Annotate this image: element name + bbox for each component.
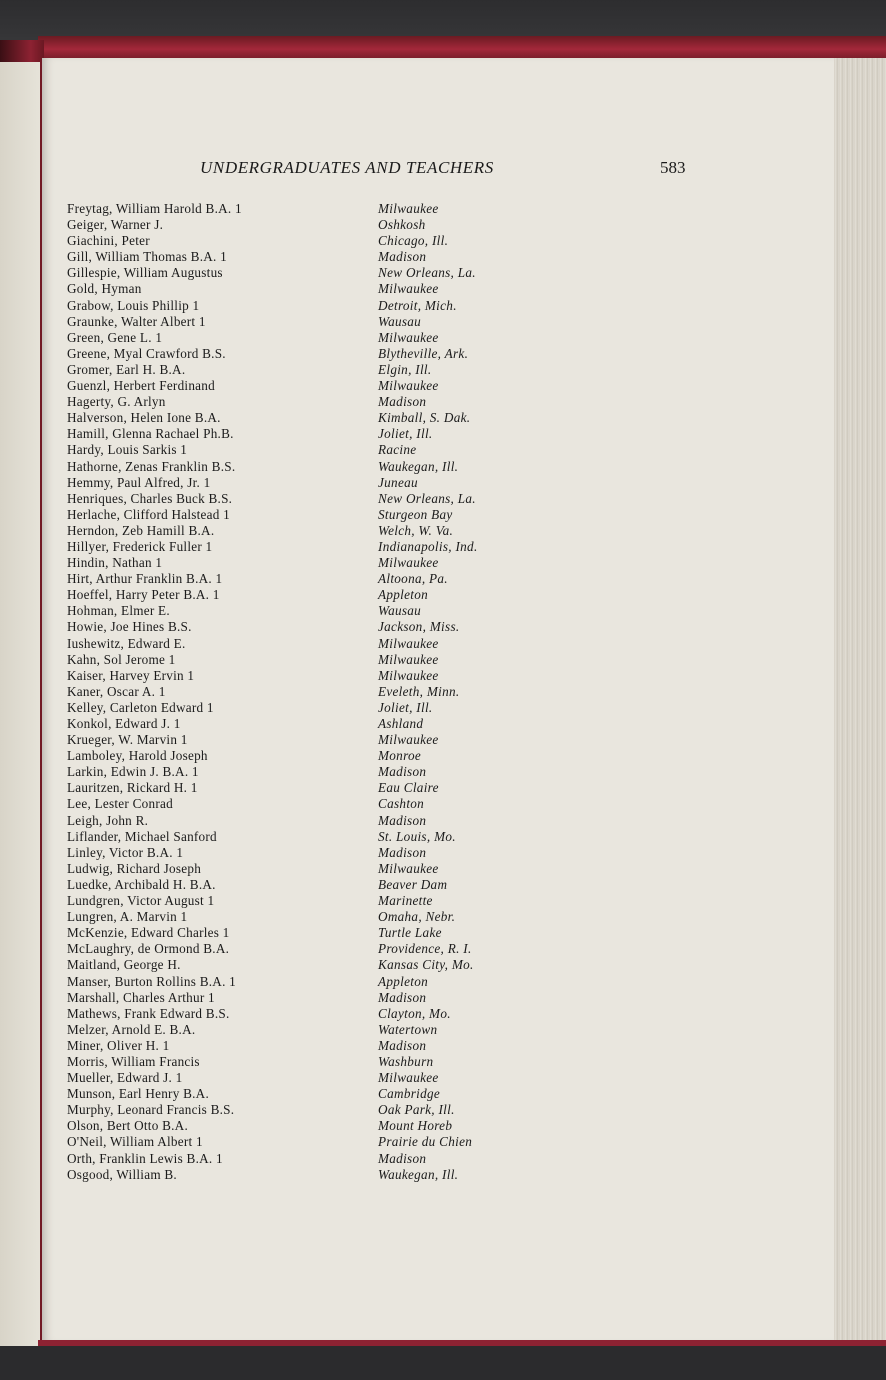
entry-city: Oak Park, Ill. — [378, 1102, 455, 1118]
entry-name: Grabow, Louis Phillip 1 — [67, 297, 200, 313]
entry-city: Cashton — [378, 796, 425, 812]
list-item — [67, 845, 527, 861]
list-item — [67, 1102, 527, 1118]
entry-name: Larkin, Edwin J. B.A. 1 — [67, 764, 199, 780]
entry-name: Kelley, Carleton Edward 1 — [67, 699, 214, 715]
entry-name: Hoeffel, Harry Peter B.A. 1 — [67, 587, 220, 603]
entry-city: Madison — [378, 844, 427, 860]
entry-name: Lungren, A. Marvin 1 — [67, 909, 188, 925]
entry-name: Krueger, W. Marvin 1 — [67, 732, 188, 748]
list-item — [67, 555, 527, 571]
list-item — [67, 732, 527, 748]
list-item — [67, 587, 527, 603]
entry-name: Mueller, Edward J. 1 — [67, 1070, 183, 1086]
entry-city: Waukegan, Ill. — [378, 1166, 459, 1182]
entry-city: Wausau — [378, 313, 422, 329]
entry-name: Geiger, Warner J. — [67, 217, 164, 233]
entry-city: Turtle Lake — [378, 925, 442, 941]
page-edges — [834, 58, 886, 1348]
entry-city: Ashland — [378, 716, 424, 731]
list-item — [67, 877, 527, 893]
entry-city: Milwaukee — [378, 281, 439, 297]
list-item — [67, 619, 527, 635]
entry-city: Milwaukee — [378, 732, 439, 748]
entry-name: Kahn, Sol Jerome 1 — [67, 651, 176, 667]
entry-city: Oshkosh — [378, 217, 426, 233]
list-item — [67, 507, 527, 523]
entry-name: Maitland, George H. — [67, 957, 181, 973]
entry-city: Providence, R. I. — [378, 941, 472, 957]
list-item — [67, 861, 527, 877]
entry-city: Joliet, Ill. — [378, 426, 433, 442]
entry-city: Appleton — [378, 973, 429, 989]
entry-city: Joliet, Ill. — [378, 699, 433, 715]
list-item — [67, 1006, 527, 1022]
entry-name: Lee, Lester Conrad — [67, 796, 173, 812]
list-item — [67, 1054, 527, 1070]
entry-name: Lamboley, Harold Joseph — [67, 748, 208, 764]
entry-name: O'Neil, William Albert 1 — [67, 1134, 203, 1150]
entry-city: Welch, W. Va. — [378, 522, 454, 538]
list-item — [67, 1134, 527, 1150]
entry-name: Linley, Victor B.A. 1 — [67, 844, 184, 860]
entry-name: Hardy, Louis Sarkis 1 — [67, 442, 188, 458]
entry-city: Washburn — [378, 1053, 434, 1069]
entry-city: Madison — [378, 394, 427, 410]
list-item — [67, 1022, 527, 1038]
list-item — [67, 652, 527, 668]
entry-name: Herndon, Zeb Hamill B.A. — [67, 522, 215, 538]
entry-city: Milwaukee — [378, 555, 439, 571]
list-item — [67, 410, 527, 426]
list-item — [67, 523, 527, 539]
list-item — [67, 974, 527, 990]
entry-city: Eveleth, Minn. — [378, 683, 460, 699]
entry-name: Freytag, William Harold B.A. 1 — [67, 201, 242, 216]
entry-city: Watertown — [378, 1021, 438, 1037]
entry-city: Omaha, Nebr. — [378, 909, 456, 925]
list-item — [67, 1118, 527, 1134]
entry-name: Hamill, Glenna Rachael Ph.B. — [67, 426, 234, 442]
entry-city: Milwaukee — [378, 201, 439, 216]
entry-city: Juneau — [378, 474, 418, 490]
list-item — [67, 378, 527, 394]
entry-city: Madison — [378, 812, 427, 828]
entry-city: Blytheville, Ark. — [378, 345, 469, 361]
entry-city: Madison — [378, 249, 427, 265]
list-item — [67, 603, 527, 619]
entry-city: Milwaukee — [378, 635, 439, 651]
list-item — [67, 909, 527, 925]
list-item — [67, 298, 527, 314]
entry-city: Indianapolis, Ind. — [378, 538, 478, 554]
entry-name: Gold, Hyman — [67, 281, 142, 297]
list-item — [67, 716, 527, 732]
entry-city: Detroit, Mich. — [378, 297, 457, 313]
entry-city: Waukegan, Ill. — [378, 458, 459, 474]
list-item — [67, 330, 527, 346]
book-spine-band — [38, 36, 886, 58]
entry-name: Osgood, William B. — [67, 1166, 177, 1182]
list-item — [67, 941, 527, 957]
entry-name: Herlache, Clifford Halstead 1 — [67, 506, 231, 522]
entry-name: Morris, William Francis — [67, 1053, 200, 1069]
entry-name: Henriques, Charles Buck B.S. — [67, 490, 233, 506]
list-item — [67, 346, 527, 362]
entry-name: Green, Gene L. 1 — [67, 329, 163, 345]
list-item — [67, 362, 527, 378]
page-number: 583 — [660, 158, 686, 177]
entry-city: Madison — [378, 1150, 427, 1166]
entry-name: Giachini, Peter — [67, 233, 150, 249]
list-item — [67, 748, 527, 764]
entry-city: Marinette — [378, 893, 433, 909]
entry-name: Liflander, Michael Sanford — [67, 828, 217, 844]
entry-name: Graunke, Walter Albert 1 — [67, 313, 206, 329]
entry-city: Elgin, Ill. — [378, 361, 432, 377]
entry-name: Olson, Bert Otto B.A. — [67, 1118, 189, 1134]
list-item — [67, 233, 527, 249]
entry-name: Hillyer, Frederick Fuller 1 — [67, 538, 213, 554]
list-item — [67, 1151, 527, 1167]
entry-name: Hagerty, G. Arlyn — [67, 394, 166, 410]
list-item — [67, 491, 527, 507]
list-item — [67, 1038, 527, 1054]
entry-name: Hohman, Elmer E. — [67, 603, 170, 619]
list-item — [67, 539, 527, 555]
list-item — [67, 990, 527, 1006]
entry-name: Murphy, Leonard Francis B.S. — [67, 1102, 235, 1118]
entry-city: Kimball, S. Dak. — [378, 410, 471, 426]
entry-name: Gromer, Earl H. B.A. — [67, 361, 186, 377]
entry-city: Monroe — [378, 748, 422, 764]
entry-name: Gillespie, William Augustus — [67, 265, 223, 281]
entry-name: Orth, Franklin Lewis B.A. 1 — [67, 1150, 223, 1166]
list-item — [67, 281, 527, 297]
list-item — [67, 796, 527, 812]
list-item — [67, 764, 527, 780]
entry-name: Lundgren, Victor August 1 — [67, 893, 215, 909]
entry-city: Racine — [378, 442, 417, 458]
entry-name: Hathorne, Zenas Franklin B.S. — [67, 458, 236, 474]
book-cover-bottom — [0, 1346, 886, 1380]
entry-name: Mathews, Frank Edward B.S. — [67, 1005, 230, 1021]
directory-list — [67, 201, 527, 1183]
list-item — [67, 475, 527, 491]
entry-city: Cambridge — [378, 1086, 441, 1102]
entry-city: Jackson, Miss. — [378, 619, 460, 635]
entry-name: Halverson, Helen Ione B.A. — [67, 410, 221, 426]
list-item — [67, 893, 527, 909]
entry-city: Clayton, Mo. — [378, 1005, 451, 1021]
entry-name: Howie, Joe Hines B.S. — [67, 619, 192, 635]
entry-name: Manser, Burton Rollins B.A. 1 — [67, 973, 237, 989]
entry-name: Hemmy, Paul Alfred, Jr. 1 — [67, 474, 211, 490]
list-item — [67, 1167, 527, 1183]
list-item — [67, 1086, 527, 1102]
entry-city: New Orleans, La. — [378, 265, 476, 281]
entry-city: Milwaukee — [378, 651, 439, 667]
list-item — [67, 829, 527, 845]
entry-name: McLaughry, de Ormond B.A. — [67, 941, 230, 957]
entry-name: Lauritzen, Rickard H. 1 — [67, 780, 198, 796]
entry-name: Greene, Myal Crawford B.S. — [67, 345, 226, 361]
entry-city: Milwaukee — [378, 329, 439, 345]
page-title: UNDERGRADUATES AND TEACHERS — [200, 158, 494, 177]
list-item — [67, 265, 527, 281]
entry-city: Madison — [378, 989, 427, 1005]
list-item — [67, 459, 527, 475]
entry-city: Appleton — [378, 587, 429, 603]
entry-city: Eau Claire — [378, 780, 439, 796]
entry-city: Milwaukee — [378, 378, 439, 394]
entry-city: Madison — [378, 1037, 427, 1053]
entry-name: Kaner, Oscar A. 1 — [67, 683, 166, 699]
list-item — [67, 217, 527, 233]
entry-name: Luedke, Archibald H. B.A. — [67, 876, 216, 892]
list-item — [67, 780, 527, 796]
list-item — [67, 700, 527, 716]
entry-name: Konkol, Edward J. 1 — [67, 716, 181, 731]
entry-city: Milwaukee — [378, 1070, 439, 1086]
entry-name: Melzer, Arnold E. B.A. — [67, 1021, 196, 1037]
entry-city: Beaver Dam — [378, 876, 448, 892]
list-item — [67, 571, 527, 587]
entry-city: Altoona, Pa. — [378, 571, 448, 587]
entry-city: Milwaukee — [378, 860, 439, 876]
entry-city: Prairie du Chien — [378, 1134, 473, 1150]
list-item — [67, 394, 527, 410]
list-item — [67, 1070, 527, 1086]
list-item — [67, 684, 527, 700]
list-item — [67, 957, 527, 973]
list-item — [67, 813, 527, 829]
entry-name: Marshall, Charles Arthur 1 — [67, 989, 215, 1005]
facing-page-edge — [0, 62, 40, 1352]
entry-name: Kaiser, Harvey Ervin 1 — [67, 667, 195, 683]
entry-name: Ludwig, Richard Joseph — [67, 860, 202, 876]
entry-city: Wausau — [378, 603, 422, 619]
list-item — [67, 426, 527, 442]
entry-name: Iushewitz, Edward E. — [67, 635, 186, 651]
entry-city: Chicago, Ill. — [378, 233, 449, 249]
entry-city: New Orleans, La. — [378, 490, 476, 506]
entry-name: Leigh, John R. — [67, 812, 149, 828]
list-item — [67, 314, 527, 330]
entry-name: Hirt, Arthur Franklin B.A. 1 — [67, 571, 223, 587]
entry-name: Hindin, Nathan 1 — [67, 555, 163, 571]
entry-name: Munson, Earl Henry B.A. — [67, 1086, 210, 1102]
list-item — [67, 249, 527, 265]
entry-city: St. Louis, Mo. — [378, 828, 456, 844]
list-item — [67, 442, 527, 458]
list-item — [67, 636, 527, 652]
entry-name: Miner, Oliver H. 1 — [67, 1037, 170, 1053]
entry-name: Guenzl, Herbert Ferdinand — [67, 378, 215, 394]
entry-name: Gill, William Thomas B.A. 1 — [67, 249, 227, 265]
entry-city: Madison — [378, 764, 427, 780]
list-item — [67, 201, 527, 217]
entry-city: Mount Horeb — [378, 1118, 453, 1134]
entry-city: Kansas City, Mo. — [378, 957, 474, 973]
entry-name: McKenzie, Edward Charles 1 — [67, 925, 230, 941]
entry-city: Milwaukee — [378, 667, 439, 683]
list-item — [67, 668, 527, 684]
list-item — [67, 925, 527, 941]
entry-city: Sturgeon Bay — [378, 506, 453, 522]
running-header — [42, 158, 834, 182]
